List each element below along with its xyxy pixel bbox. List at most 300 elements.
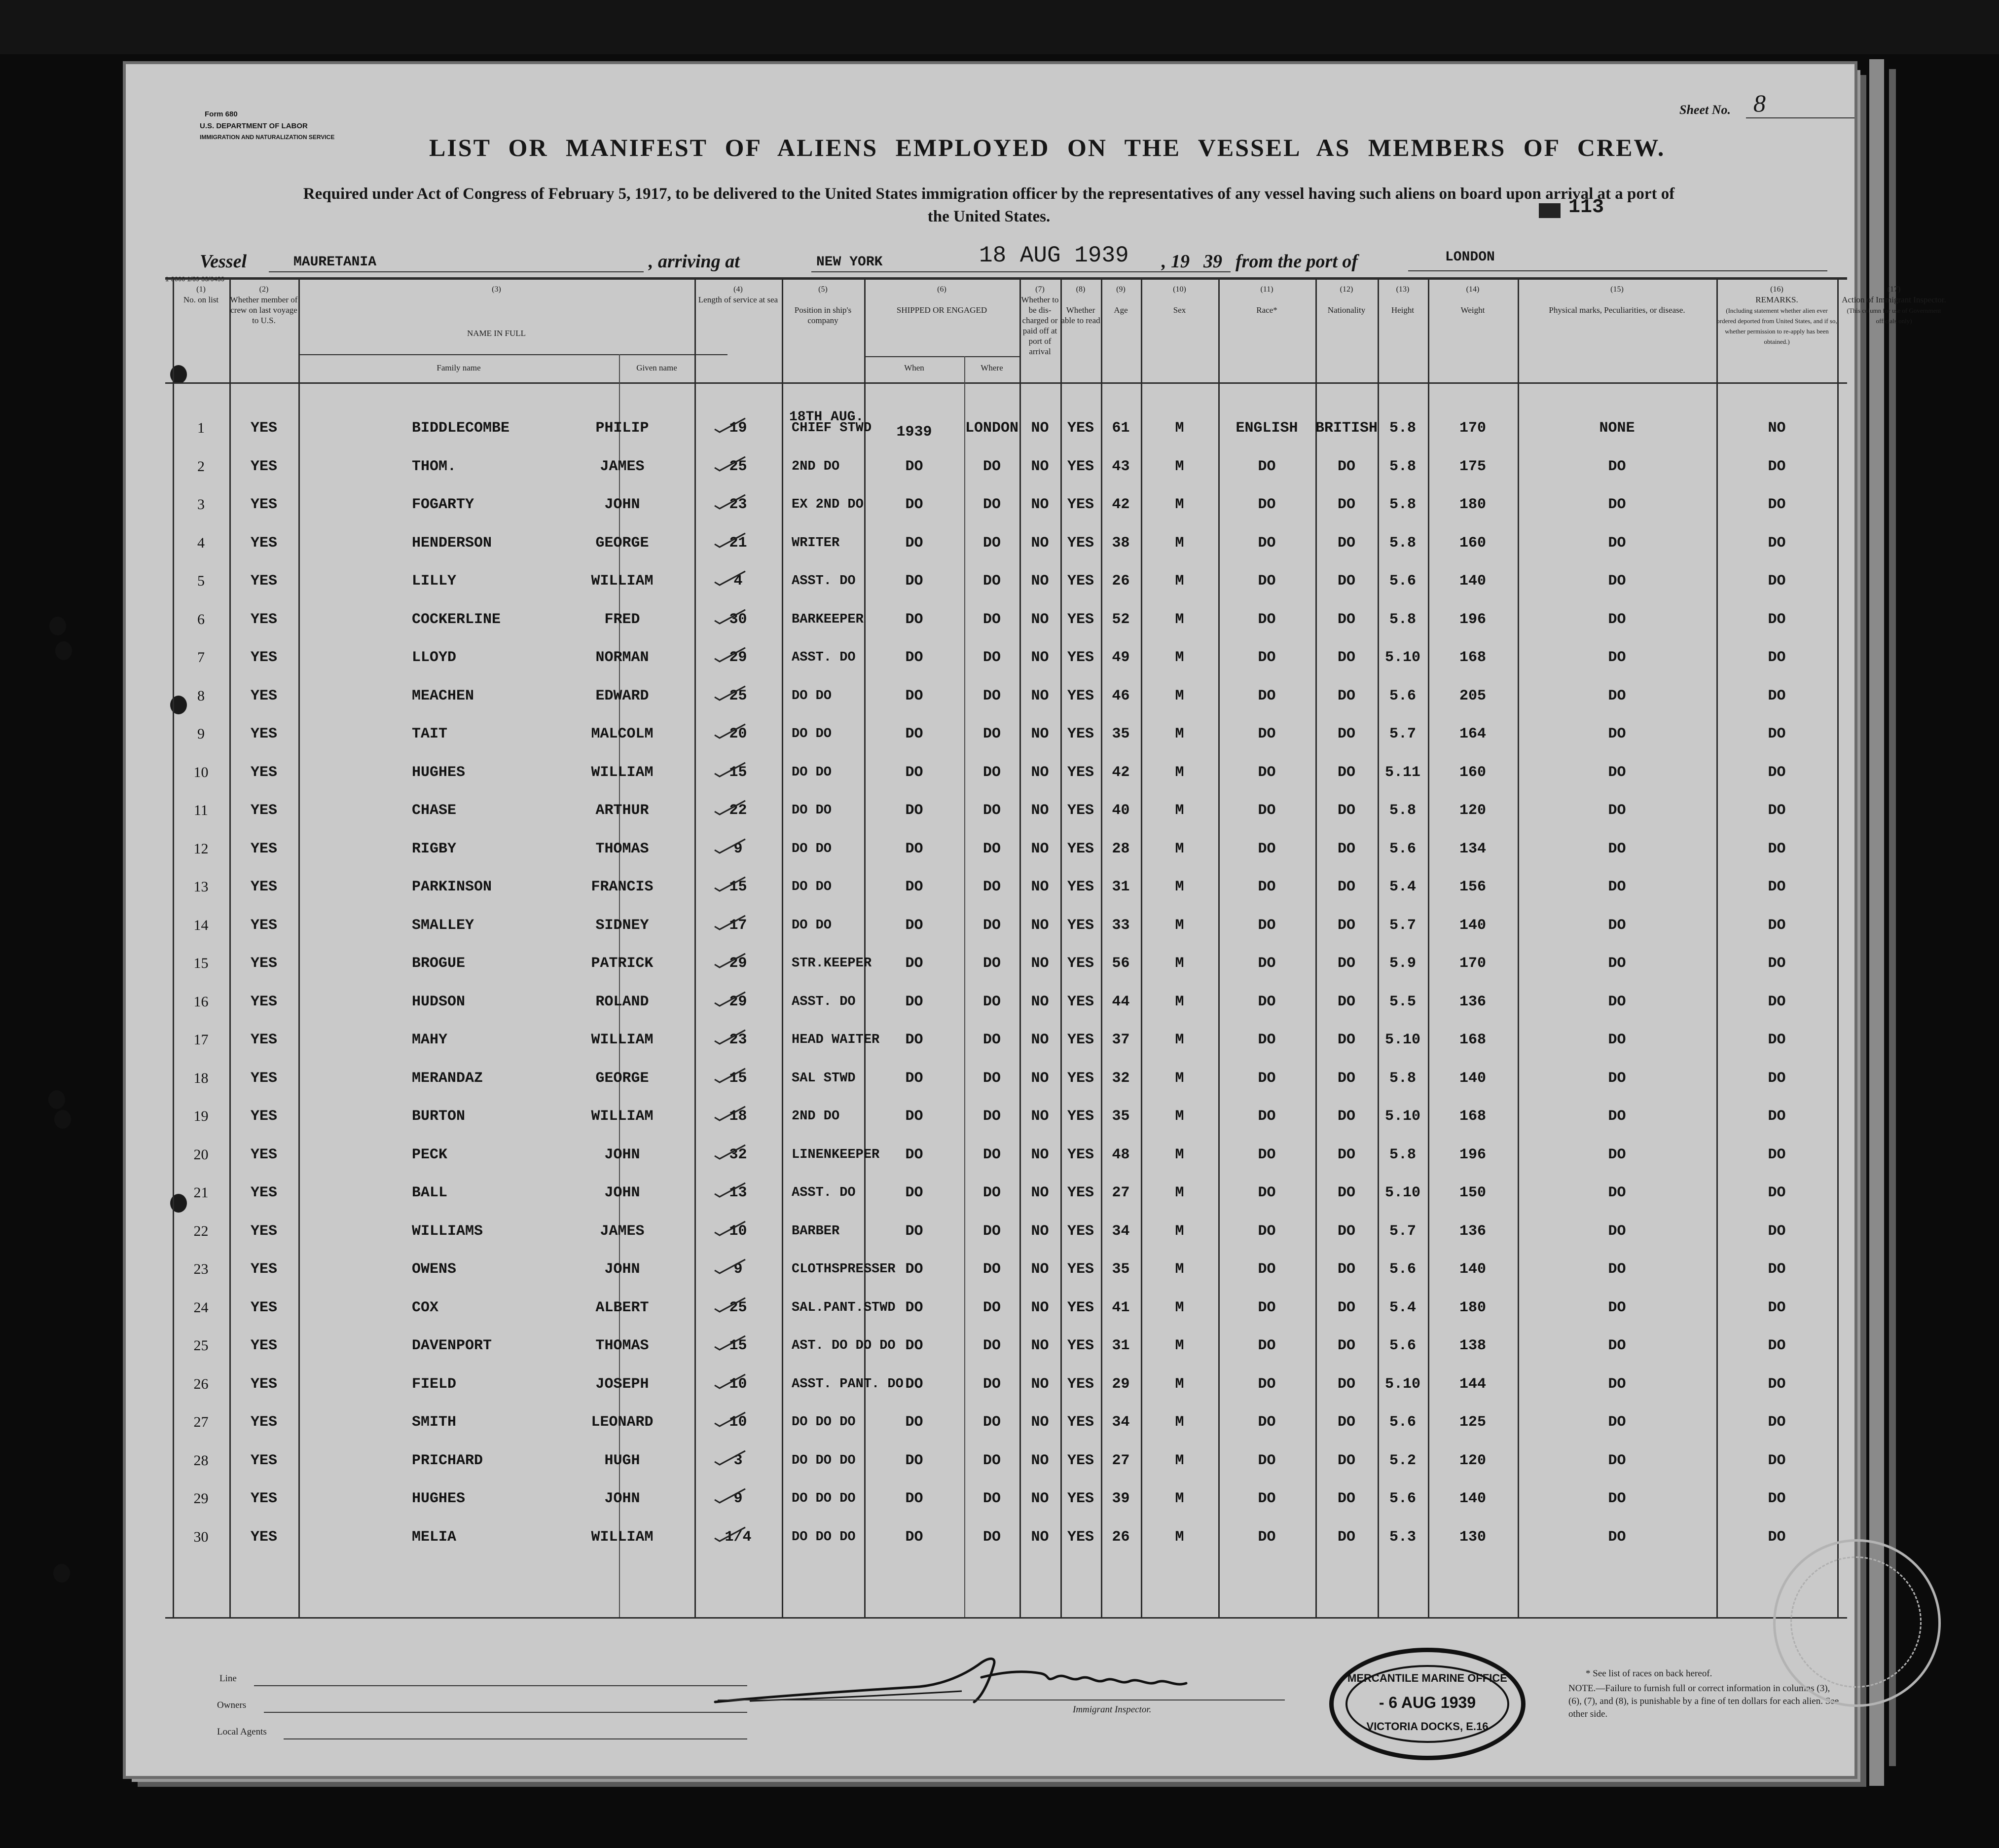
family-name: PARKINSON [412, 879, 492, 895]
discharged: NO [1031, 496, 1049, 513]
physical-marks: DO [1608, 1070, 1626, 1087]
discharged: NO [1031, 573, 1049, 590]
height: 5.6 [1389, 1261, 1416, 1278]
family-name: MAHY [412, 1032, 448, 1048]
service-length: 17 [729, 917, 747, 934]
able-to-read: YES [1067, 1261, 1094, 1278]
service-length: 32 [729, 1146, 747, 1163]
header-text: Nationality [1327, 305, 1366, 315]
physical-marks: DO [1608, 496, 1626, 513]
race: ENGLISH [1236, 420, 1298, 437]
nationality: BRITISH [1315, 420, 1378, 437]
shipped-when: DO [905, 1146, 923, 1163]
physical-marks: DO [1608, 1222, 1626, 1240]
sex: M [1175, 1375, 1184, 1393]
discharged: NO [1031, 611, 1049, 628]
column-rule [298, 277, 300, 1617]
column-header-family [298, 363, 619, 373]
header-text: Height [1391, 305, 1415, 315]
check-mark-icon [713, 1143, 747, 1160]
sheet-underline [1746, 117, 1854, 118]
service-length: 15 [729, 1337, 747, 1354]
remarks: DO [1768, 879, 1786, 895]
nationality: DO [1337, 458, 1355, 475]
header-text: (2) [259, 285, 269, 294]
able-to-read: YES [1067, 687, 1094, 704]
age: 42 [1112, 496, 1130, 513]
header-text: (6) [937, 285, 946, 294]
sex: M [1175, 1108, 1184, 1125]
check-mark-icon [713, 1410, 747, 1427]
physical-marks: DO [1608, 1337, 1626, 1354]
header-text: Whether member of crew on last voyage to U.S. [230, 295, 298, 325]
height: 5.8 [1389, 1146, 1416, 1163]
check-mark-icon [713, 990, 747, 1007]
age: 34 [1112, 1222, 1130, 1240]
shipped-where: DO [982, 726, 1001, 742]
sex: M [1175, 1337, 1184, 1354]
service-length: 4 [733, 573, 743, 590]
shipped-when: DO [905, 1032, 923, 1048]
able-to-read: YES [1067, 1184, 1094, 1201]
name-subheader-rule [298, 354, 727, 355]
given-name: ARTHUR [595, 802, 649, 819]
check-mark-icon [713, 1334, 747, 1351]
column-header-read [1060, 284, 1101, 326]
shipped-when: DO [905, 726, 923, 742]
remarks: DO [1768, 726, 1786, 742]
age: 27 [1112, 1184, 1130, 1201]
sex: M [1175, 1070, 1184, 1087]
weight: 136 [1459, 993, 1486, 1010]
header-text: (5) [818, 285, 828, 294]
race: DO [1258, 1337, 1276, 1354]
race: DO [1258, 611, 1276, 628]
column-header-discharged [1019, 284, 1060, 357]
physical-marks: DO [1608, 1490, 1626, 1507]
given-name: WILLIAM [591, 1108, 654, 1125]
nationality: DO [1337, 917, 1355, 934]
row-number: 1 [197, 420, 205, 436]
sheet-label: Sheet No. [1679, 103, 1731, 117]
check-mark-icon [713, 416, 747, 433]
arrival-date-stamp: 18 AUG 1939 [979, 243, 1129, 268]
manifest-number-marker [1539, 203, 1561, 218]
able-to-read: YES [1067, 420, 1094, 437]
height: 5.2 [1389, 1452, 1416, 1469]
shipped-when: DO [905, 1375, 923, 1393]
remarks: DO [1768, 573, 1786, 590]
given-name: GEORGE [595, 1070, 649, 1087]
given-name: JOHN [604, 1146, 640, 1163]
stamp-bottom-text: VICTORIA DOCKS, E.16 [1366, 1720, 1489, 1733]
mercantile-marine-stamp [1329, 1648, 1526, 1760]
page-title: LIST OR MANIFEST OF ALIENS EMPLOYED ON THE VESSEL AS MEMBERS OF CREW. [429, 134, 1666, 161]
physical-marks: DO [1608, 458, 1626, 475]
from-port-label: from the port of [1236, 251, 1358, 272]
race: DO [1258, 573, 1276, 590]
shipped-when: DO [905, 993, 923, 1010]
header-text: (17) [1887, 285, 1901, 294]
service-length: 13 [729, 1184, 747, 1201]
row-number: 18 [193, 1070, 209, 1086]
weight: 140 [1459, 1261, 1486, 1278]
owners-label: Owners [217, 1700, 247, 1710]
position: ASST. DO [792, 650, 856, 665]
shipped-where: DO [982, 1184, 1001, 1201]
weight: 150 [1459, 1184, 1486, 1201]
height: 5.8 [1389, 802, 1416, 819]
able-to-read: YES [1067, 649, 1094, 666]
crew-last-voyage: YES [250, 1184, 277, 1201]
discharged: NO [1031, 802, 1049, 819]
nationality: DO [1337, 1414, 1355, 1431]
family-name: DAVENPORT [412, 1337, 492, 1354]
row-number: 27 [193, 1414, 209, 1430]
binder-hole [48, 1090, 65, 1109]
race: DO [1258, 1222, 1276, 1240]
shipped-where: DO [982, 764, 1001, 781]
physical-marks: DO [1608, 1299, 1626, 1316]
local-agents-label: Local Agents [217, 1727, 267, 1737]
year-label: , 19 [1162, 251, 1190, 272]
race: DO [1258, 1414, 1276, 1431]
shipped-where: DO [982, 649, 1001, 666]
column-header-remarks [1716, 284, 1837, 346]
weight: 134 [1459, 840, 1486, 857]
row-number: 8 [197, 687, 205, 704]
discharged: NO [1031, 687, 1049, 704]
sex: M [1175, 1146, 1184, 1163]
service-length: 20 [729, 726, 747, 742]
weight: 130 [1459, 1528, 1486, 1546]
age: 42 [1112, 764, 1130, 781]
family-name: MELIA [412, 1528, 457, 1546]
shipped-when: DO [905, 917, 923, 934]
check-mark-icon [713, 493, 747, 510]
nationality: DO [1337, 1299, 1355, 1316]
position: CLOTHSPRESSER [792, 1262, 896, 1277]
check-mark-icon [713, 646, 747, 663]
shipped-when: DO [905, 1528, 923, 1546]
position: ASST. DO [792, 1185, 856, 1200]
able-to-read: YES [1067, 1528, 1094, 1546]
crew-last-voyage: YES [250, 687, 277, 704]
check-mark-icon [713, 608, 747, 625]
shipped-subheader-rule [864, 356, 1019, 357]
able-to-read: YES [1067, 1414, 1094, 1431]
position: HEAD WAITER [792, 1033, 880, 1047]
remarks: DO [1768, 840, 1786, 857]
crew-last-voyage: YES [250, 879, 277, 895]
sex: M [1175, 534, 1184, 552]
discharged: NO [1031, 1528, 1049, 1546]
header-text: (4) [733, 285, 743, 294]
height: 5.4 [1389, 1299, 1416, 1316]
physical-marks: DO [1608, 687, 1626, 704]
nationality: DO [1337, 1337, 1355, 1354]
shipped-where: DO [982, 1528, 1001, 1546]
column-header-position [782, 284, 864, 326]
crew-last-voyage: YES [250, 496, 277, 513]
position: DO DO DO [792, 1415, 856, 1430]
shipped-where: DO [982, 1299, 1001, 1316]
service-length: 3 [733, 1452, 743, 1469]
able-to-read: YES [1067, 764, 1094, 781]
check-mark-icon [713, 1028, 747, 1045]
remarks: DO [1768, 1528, 1786, 1546]
age: 44 [1112, 993, 1130, 1010]
service-length: 1/4 [725, 1528, 752, 1546]
row-number: 3 [197, 496, 205, 513]
sex: M [1175, 879, 1184, 895]
header-text: Length of service at sea [698, 295, 778, 304]
position: BARBER [792, 1223, 840, 1239]
weight: 180 [1459, 496, 1486, 513]
check-mark-icon [713, 684, 747, 701]
given-name: LEONARD [591, 1414, 654, 1431]
nationality: DO [1337, 649, 1355, 666]
check-mark-icon [713, 1105, 747, 1121]
given-name: WILLIAM [591, 1528, 654, 1546]
weight: 138 [1459, 1337, 1486, 1354]
nationality: DO [1337, 1108, 1355, 1125]
race: DO [1258, 496, 1276, 513]
age: 61 [1112, 420, 1130, 437]
header-text: (11) [1260, 285, 1273, 294]
races-note: * See list of races on back hereof. [1586, 1668, 1712, 1679]
from-port-underline [1408, 270, 1827, 271]
remarks: DO [1768, 802, 1786, 819]
discharged: NO [1031, 1299, 1049, 1316]
service-length: 29 [729, 993, 747, 1010]
height: 5.8 [1389, 496, 1416, 513]
able-to-read: YES [1067, 1452, 1094, 1469]
weight: 196 [1459, 611, 1486, 628]
sex: M [1175, 1222, 1184, 1240]
race: DO [1258, 993, 1276, 1010]
family-name: SMALLEY [412, 917, 474, 934]
shipped-when: DO [905, 1337, 923, 1354]
header-text: Age [1114, 305, 1128, 315]
able-to-read: YES [1067, 840, 1094, 857]
physical-marks: DO [1608, 1032, 1626, 1048]
column-header-race [1218, 284, 1315, 315]
row-number: 15 [193, 955, 209, 971]
row-number: 23 [193, 1261, 209, 1277]
service-length: 23 [729, 496, 747, 513]
position: AST. DO DO DO [792, 1338, 896, 1353]
header-text: Physical marks, Peculiarities, or disease. [1549, 305, 1685, 315]
height: 5.8 [1389, 458, 1416, 475]
shipped-when: DO [905, 955, 923, 972]
header-text: NAME IN FULL [467, 329, 526, 338]
discharged: NO [1031, 458, 1049, 475]
column-header-no [173, 284, 229, 305]
race: DO [1258, 1108, 1276, 1125]
remarks: DO [1768, 1375, 1786, 1393]
remarks: DO [1768, 1146, 1786, 1163]
given-name: JOHN [604, 496, 640, 513]
row-number: 21 [193, 1184, 209, 1201]
age: 43 [1112, 458, 1130, 475]
family-name: LILLY [412, 573, 457, 590]
nationality: DO [1337, 534, 1355, 552]
able-to-read: YES [1067, 1108, 1094, 1125]
given-name: WILLIAM [591, 573, 654, 590]
position: DO DO DO [792, 1453, 856, 1468]
discharged: NO [1031, 1261, 1049, 1278]
header-text: Race* [1256, 305, 1277, 315]
sex: M [1175, 1032, 1184, 1048]
weight: 140 [1459, 1070, 1486, 1087]
family-name: BURTON [412, 1108, 466, 1125]
arriving-value: NEW YORK [816, 255, 883, 270]
agents-underline [284, 1738, 747, 1739]
remarks: DO [1768, 955, 1786, 972]
weight: 168 [1459, 1032, 1486, 1048]
given-name: JAMES [600, 458, 645, 475]
sex: M [1175, 1414, 1184, 1431]
height: 5.8 [1389, 534, 1416, 552]
sex: M [1175, 993, 1184, 1010]
table-top-rule [165, 277, 1847, 280]
remarks: DO [1768, 1299, 1786, 1316]
position: DO DO [792, 918, 832, 933]
check-mark-icon [713, 1525, 747, 1542]
discharged: NO [1031, 420, 1049, 437]
height: 5.11 [1384, 764, 1420, 781]
header-text: (15) [1610, 285, 1624, 294]
physical-marks: DO [1608, 1528, 1626, 1546]
position: DO DO [792, 688, 832, 703]
row-number: 19 [193, 1108, 209, 1124]
height: 5.6 [1389, 687, 1416, 704]
manifest-page [126, 64, 1946, 1776]
column-header-action [1837, 284, 1951, 326]
physical-marks: DO [1608, 955, 1626, 972]
check-mark-icon [713, 722, 747, 739]
given-name: MALCOLM [591, 726, 654, 742]
shipped-where: DO [982, 687, 1001, 704]
nationality: DO [1337, 1375, 1355, 1393]
discharged: NO [1031, 1375, 1049, 1393]
crew-last-voyage: YES [250, 1299, 277, 1316]
age: 33 [1112, 917, 1130, 934]
nationality: DO [1337, 1528, 1355, 1546]
discharged: NO [1031, 1414, 1049, 1431]
race: DO [1258, 955, 1276, 972]
column-header-sex [1141, 284, 1218, 315]
age: 26 [1112, 573, 1130, 590]
race: DO [1258, 1146, 1276, 1163]
able-to-read: YES [1067, 879, 1094, 895]
age: 28 [1112, 840, 1130, 857]
column-header-nationality [1315, 284, 1378, 315]
service-length: 29 [729, 955, 747, 972]
remarks: DO [1768, 1070, 1786, 1087]
owners-underline [264, 1712, 747, 1713]
column-header-name-num [298, 284, 694, 295]
inspector-signature [705, 1643, 1248, 1717]
shipped-where: DO [982, 955, 1001, 972]
weight: 160 [1459, 534, 1486, 552]
crew-last-voyage: YES [250, 955, 277, 972]
remarks: DO [1768, 496, 1786, 513]
height: 5.7 [1389, 917, 1416, 934]
race: DO [1258, 764, 1276, 781]
shipped-where: DO [982, 1146, 1001, 1163]
row-number: 26 [193, 1375, 209, 1392]
able-to-read: YES [1067, 1070, 1094, 1087]
race: DO [1258, 1490, 1276, 1507]
shipped-when: DO [905, 496, 923, 513]
row-number: 30 [193, 1528, 209, 1545]
discharged: NO [1031, 1490, 1049, 1507]
shipped-when: DO [905, 840, 923, 857]
age: 52 [1112, 611, 1130, 628]
service-length: 10 [729, 1375, 747, 1393]
row-number: 29 [193, 1490, 209, 1507]
shipped-when: DO [905, 1490, 923, 1507]
sex: M [1175, 649, 1184, 666]
check-mark-icon [713, 1220, 747, 1236]
age: 35 [1112, 1261, 1130, 1278]
age: 26 [1112, 1528, 1130, 1546]
remarks: DO [1768, 687, 1786, 704]
remarks: DO [1768, 1490, 1786, 1507]
sex: M [1175, 687, 1184, 704]
service-length: 25 [729, 458, 747, 475]
nationality: DO [1337, 611, 1355, 628]
sex: M [1175, 1184, 1184, 1201]
shipped-where: DO [982, 496, 1001, 513]
service-length: 30 [729, 611, 747, 628]
remarks: DO [1768, 1222, 1786, 1240]
shipped-when: DO [905, 1414, 923, 1431]
shipped-when: DO [905, 1452, 923, 1469]
position: ASST. PANT. DO [792, 1376, 904, 1392]
sex: M [1175, 611, 1184, 628]
nationality: DO [1337, 955, 1355, 972]
header-text: (16) [1770, 285, 1783, 294]
age: 39 [1112, 1490, 1130, 1507]
crew-last-voyage: YES [250, 802, 277, 819]
nationality: DO [1337, 1070, 1355, 1087]
family-name: RIGBY [412, 840, 457, 857]
check-mark-icon [713, 761, 747, 777]
nationality: DO [1337, 879, 1355, 895]
discharged: NO [1031, 726, 1049, 742]
able-to-read: YES [1067, 496, 1094, 513]
discharged: NO [1031, 1184, 1049, 1201]
height: 5.7 [1389, 1222, 1416, 1240]
row-number: 12 [193, 840, 209, 857]
weight: 140 [1459, 573, 1486, 590]
row-number: 14 [193, 917, 209, 933]
physical-marks: DO [1608, 917, 1626, 934]
family-name: MEACHEN [412, 687, 474, 704]
able-to-read: YES [1067, 955, 1094, 972]
able-to-read: YES [1067, 573, 1094, 590]
check-mark-icon [713, 1296, 747, 1313]
age: 31 [1112, 879, 1130, 895]
height: 5.8 [1389, 611, 1416, 628]
sex: M [1175, 917, 1184, 934]
check-mark-icon [713, 531, 747, 548]
check-mark-icon [713, 952, 747, 968]
stamp-date: - 6 AUG 1939 [1379, 1694, 1476, 1711]
